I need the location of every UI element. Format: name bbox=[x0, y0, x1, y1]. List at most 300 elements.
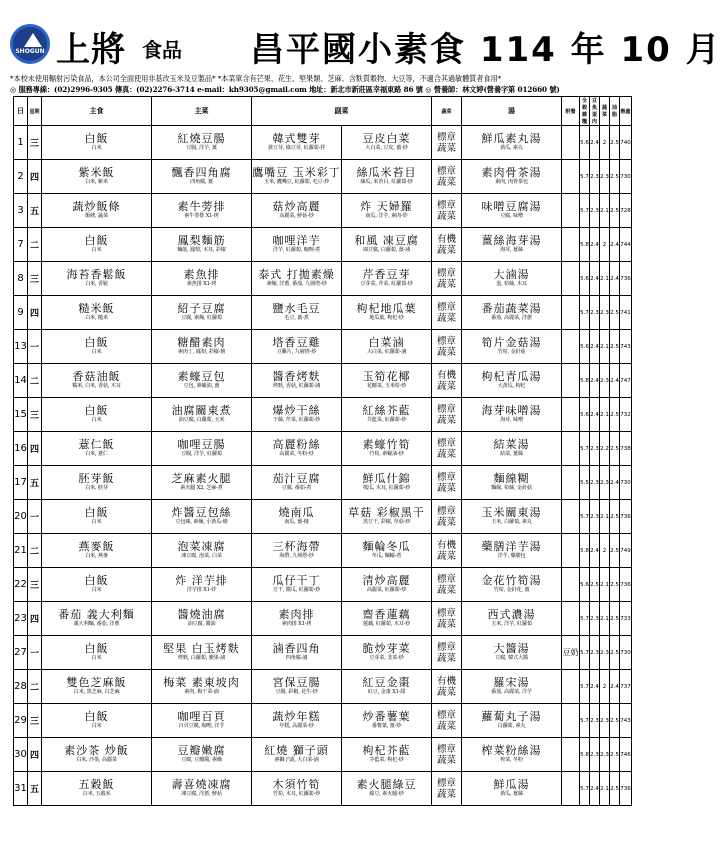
day-cell: 1 bbox=[14, 126, 28, 160]
main-dish-cell-ingredients: 豆腸, 洋芋, 紅蘿蔔 bbox=[181, 451, 222, 457]
soup-cell bbox=[462, 738, 562, 772]
side-dish-2-cell-name: 和風 凍豆腐 bbox=[354, 234, 419, 247]
main-dish-cell-name: 炸醬豆包絲 bbox=[171, 506, 232, 519]
kcal-cell: 736 bbox=[620, 500, 632, 534]
vegetable-cell: 2 bbox=[600, 534, 610, 568]
side-dish-2-cell-name: 麵輪冬瓜 bbox=[362, 540, 411, 553]
main-dish-cell-name: 鳳梨麵筋 bbox=[177, 234, 226, 247]
contact-info: ◎ 服務專線：(02)2996-9305 傳真：(02)2276-3714 e-mail：kh9305@gmail.com 地址：新北市新莊區幸福東路 86 號 ◎ 營養師：林文婷(營養字第 012660 號) bbox=[10, 85, 560, 94]
side-dish-1-cell bbox=[252, 194, 342, 228]
soup-cell-name: 玉米關東湯 bbox=[481, 506, 542, 519]
side-dish-1-cell-ingredients: 干絲, 芹菜, 紅蘿蔔-炒 bbox=[272, 417, 321, 423]
side-dish-2-cell bbox=[342, 432, 432, 466]
main-dish-cell-ingredients: 百頁豆腐, 咖哩, 洋芋 bbox=[178, 723, 225, 729]
side-dish-2-cell-ingredients: 花椰菜, 玉米筍-炒 bbox=[366, 383, 407, 389]
kcal-cell: 736 bbox=[620, 772, 632, 806]
kcal-cell: 749 bbox=[620, 534, 632, 568]
grain-cell: 5.8 bbox=[580, 738, 590, 772]
staple-cell-name: 薏仁飯 bbox=[78, 438, 115, 451]
side-dish-2-cell bbox=[342, 704, 432, 738]
staple-cell bbox=[42, 704, 152, 738]
side-dish-2-cell bbox=[342, 398, 432, 432]
vegetable-cell: 2.1 bbox=[600, 330, 610, 364]
table-row bbox=[14, 738, 632, 772]
header-day: 日 bbox=[14, 97, 28, 126]
side-dish-2-cell-ingredients: 綠豆, 素火腿-炒 bbox=[369, 791, 404, 797]
grain-cell: 5.7 bbox=[580, 500, 590, 534]
grain-cell: 5.6 bbox=[580, 262, 590, 296]
kcal-cell: 740 bbox=[620, 126, 632, 160]
soup-cell bbox=[462, 194, 562, 228]
side-dish-2-cell bbox=[342, 364, 432, 398]
main-dish-cell bbox=[152, 772, 252, 806]
soup-cell-ingredients: 洋芋, 藥膳包 bbox=[497, 553, 526, 559]
day-cell: 3 bbox=[14, 194, 28, 228]
soup-cell bbox=[462, 262, 562, 296]
staple-cell-ingredients: 飯條, 蔬菜 bbox=[85, 213, 108, 219]
main-dish-cell-name: 紅燒豆腸 bbox=[177, 132, 226, 145]
protein-cell: 2.4 bbox=[590, 772, 600, 806]
main-dish-cell-name: 素蠔豆包 bbox=[177, 370, 226, 383]
kcal-cell: 743 bbox=[620, 704, 632, 738]
soup-cell-ingredients: 番茄, 高麗菜, 洋蔥 bbox=[491, 315, 532, 321]
side-dish-1-cell-ingredients: 洋芋, 紅蘿蔔, 咖哩-煮 bbox=[272, 247, 321, 253]
staple-cell-ingredients: 白米 bbox=[91, 519, 102, 525]
side-dish-2-cell-ingredients: 大白菜, 豆皮, 薑-炒 bbox=[365, 145, 408, 151]
main-dish-cell bbox=[152, 500, 252, 534]
main-dish-cell-ingredients: 烤麩, 白蘿蔔, 腰果-滷 bbox=[177, 655, 226, 661]
day-cell: 8 bbox=[14, 262, 28, 296]
side-dish-1-cell-ingredients: 素燥, 洋蔥, 番茄, 九層塔-炒 bbox=[266, 281, 327, 287]
oil-cell: 2.5 bbox=[610, 126, 620, 160]
day-cell: 13 bbox=[14, 330, 28, 364]
vegetable-cell: 2.1 bbox=[600, 262, 610, 296]
side-dish-2-cell-name: 素火腿綠豆 bbox=[356, 778, 417, 791]
protein-cell: 2.4 bbox=[590, 262, 600, 296]
soup-cell-name: 筍片金菇湯 bbox=[481, 336, 542, 349]
protein-cell: 2.4 bbox=[590, 670, 600, 704]
side-dish-2-cell bbox=[342, 228, 432, 262]
table-row bbox=[14, 534, 632, 568]
day-cell: 16 bbox=[14, 432, 28, 466]
side-dish-2-cell-name: 紅絲芥藍 bbox=[362, 404, 411, 417]
header-kcal: 熱量 bbox=[620, 97, 632, 126]
grain-cell: 5.7 bbox=[580, 704, 590, 738]
main-dish-cell-name: 豆瓣嫩腐 bbox=[177, 744, 226, 757]
table-row bbox=[14, 160, 632, 194]
side-dish-2-cell bbox=[342, 738, 432, 772]
weekday-cell: 三 bbox=[28, 398, 42, 432]
main-dish-cell bbox=[152, 126, 252, 160]
protein-cell: 2.4 bbox=[590, 364, 600, 398]
veg-cell: 標章 蔬菜 bbox=[432, 262, 462, 296]
vegetable-cell: 2.3 bbox=[600, 636, 610, 670]
logo-icon bbox=[10, 24, 50, 64]
soup-cell bbox=[462, 602, 562, 636]
side-dish-2-cell bbox=[342, 126, 432, 160]
side-dish-1-cell-ingredients: 年糕, 高麗菜-炒 bbox=[279, 723, 314, 729]
soup-cell bbox=[462, 500, 562, 534]
header-soup: 湯 bbox=[462, 97, 562, 126]
oil-cell: 2.5 bbox=[610, 602, 620, 636]
main-dish-cell-name: 咖哩豆腸 bbox=[177, 438, 226, 451]
grain-cell: 5.7 bbox=[580, 194, 590, 228]
soup-cell-ingredients: 結菜, 薑絲 bbox=[500, 451, 523, 457]
extra-cell bbox=[562, 364, 580, 398]
vegetable-cell: 2.1 bbox=[600, 500, 610, 534]
side-dish-1-cell bbox=[252, 602, 342, 636]
vegetable-cell: 2.1 bbox=[600, 602, 610, 636]
staple-cell bbox=[42, 194, 152, 228]
staple-cell-name: 蔬炒飯條 bbox=[72, 200, 121, 213]
table-row bbox=[14, 636, 632, 670]
staple-cell-ingredients: 糯米, 白米, 香菇, 木耳 bbox=[72, 383, 121, 389]
main-dish-cell-name: 油腐關東煮 bbox=[171, 404, 232, 417]
staple-cell-name: 番茄 義大利麵 bbox=[58, 608, 135, 621]
extra-cell bbox=[562, 772, 580, 806]
side-dish-2-cell-ingredients: 芥藍菜, 紅蘿蔔-炒 bbox=[366, 417, 407, 423]
soup-cell-ingredients: 番茄, 高麗菜, 洋芋 bbox=[491, 689, 532, 695]
extra-cell bbox=[562, 160, 580, 194]
soup-cell-name: 鮮瓜湯 bbox=[493, 778, 530, 791]
side-dish-1-cell bbox=[252, 364, 342, 398]
main-dish-cell bbox=[152, 670, 252, 704]
main-dish-cell-name: 糖醋素肉 bbox=[177, 336, 226, 349]
table-row bbox=[14, 568, 632, 602]
kcal-cell: 747 bbox=[620, 364, 632, 398]
table-header-row bbox=[14, 97, 632, 126]
day-cell: 20 bbox=[14, 500, 28, 534]
soup-cell bbox=[462, 296, 562, 330]
staple-cell-ingredients: 義大利麵, 番茄, 洋蔥 bbox=[73, 621, 120, 627]
extra-cell bbox=[562, 704, 580, 738]
staple-cell bbox=[42, 126, 152, 160]
soup-cell-name: 羅宋湯 bbox=[493, 676, 530, 689]
grain-cell: 5.8 bbox=[580, 228, 590, 262]
side-dish-2-cell-name: 紅豆金棗 bbox=[362, 676, 411, 689]
side-dish-2-cell-ingredients: 紅豆, 金棗 X1-甜 bbox=[367, 689, 406, 695]
soup-cell-name: 西式濃湯 bbox=[487, 608, 536, 621]
veg-cell: 標章 蔬菜 bbox=[432, 296, 462, 330]
side-dish-1-cell bbox=[252, 738, 342, 772]
header-grain: 全榖雜糧 bbox=[580, 97, 590, 126]
side-dish-1-cell bbox=[252, 160, 342, 194]
side-dish-2-cell-ingredients: 豆芽菜, 韭菜-炒 bbox=[369, 655, 404, 661]
side-dish-1-cell bbox=[252, 670, 342, 704]
main-dish-cell-ingredients: 油豆腐, 白蘿蔔, 玉米 bbox=[178, 417, 225, 423]
main-dish-cell-ingredients: 凍豆腐, 泡菜, 白菜 bbox=[181, 553, 222, 559]
veg-cell: 有機 蔬菜 bbox=[432, 670, 462, 704]
side-dish-2-cell-name: 鮮瓜什錦 bbox=[362, 472, 411, 485]
soup-cell-name: 薑絲海芽湯 bbox=[481, 234, 542, 247]
veg-cell: 標章 蔬菜 bbox=[432, 636, 462, 670]
side-dish-2-cell-ingredients: 蓮藕, 紅蘿蔔, 木耳-炒 bbox=[362, 621, 411, 627]
side-dish-2-cell-name: 清炒高麗 bbox=[362, 574, 411, 587]
table-row bbox=[14, 602, 632, 636]
extra-cell bbox=[562, 126, 580, 160]
vegetable-cell: 2 bbox=[600, 228, 610, 262]
staple-cell-ingredients: 白米 bbox=[91, 247, 102, 253]
main-dish-cell-name: 泡菜凍腐 bbox=[177, 540, 226, 553]
oil-cell: 2.4 bbox=[610, 228, 620, 262]
day-cell: 28 bbox=[14, 670, 28, 704]
oil-cell: 2.5 bbox=[610, 160, 620, 194]
staple-cell-name: 白飯 bbox=[84, 336, 109, 349]
day-cell: 30 bbox=[14, 738, 28, 772]
main-dish-cell bbox=[152, 296, 252, 330]
soup-cell bbox=[462, 330, 562, 364]
main-dish-cell-ingredients: 豆腸, 洋芋, 薑 bbox=[186, 145, 217, 151]
oil-cell: 2.5 bbox=[610, 534, 620, 568]
header-oil: 油脂 bbox=[610, 97, 620, 126]
extra-cell bbox=[562, 534, 580, 568]
grain-cell: 5.7 bbox=[580, 432, 590, 466]
vegetable-cell: 2.2 bbox=[600, 432, 610, 466]
oil-cell: 2.5 bbox=[610, 704, 620, 738]
oil-cell: 2.4 bbox=[610, 364, 620, 398]
weekday-cell: 四 bbox=[28, 432, 42, 466]
oil-cell: 2.5 bbox=[610, 738, 620, 772]
staple-cell-ingredients: 白米 bbox=[91, 587, 102, 593]
main-dish-cell-name: 壽喜燒凍腐 bbox=[171, 778, 232, 791]
side-dish-1-cell-name: 木須竹筍 bbox=[272, 778, 321, 791]
soup-cell-ingredients: 素肉, 肉骨茶包 bbox=[495, 179, 528, 185]
side-dish-1-cell-name: 爆炒干絲 bbox=[272, 404, 321, 417]
staple-cell-name: 白飯 bbox=[84, 642, 109, 655]
brand-suffix: 食品 bbox=[142, 38, 182, 62]
side-dish-2-cell bbox=[342, 772, 432, 806]
main-dish-cell-name: 醬燒油腐 bbox=[177, 608, 226, 621]
staple-cell-name: 白飯 bbox=[84, 574, 109, 587]
main-dish-cell-ingredients: 素肉, 梅干菜-滷 bbox=[184, 689, 219, 695]
kcal-cell: 737 bbox=[620, 670, 632, 704]
vegetable-cell: 2.3 bbox=[600, 466, 610, 500]
side-dish-2-cell bbox=[342, 500, 432, 534]
weekday-cell: 四 bbox=[28, 738, 42, 772]
soup-cell-name: 海芽味噌湯 bbox=[481, 404, 542, 417]
grain-cell: 5.7 bbox=[580, 636, 590, 670]
soup-cell-ingredients: 玉米, 白蘿蔔, 素丸 bbox=[491, 519, 532, 525]
header-vegetable: 蔬菜 bbox=[600, 97, 610, 126]
weekday-cell: 二 bbox=[28, 534, 42, 568]
soup-cell-ingredients: 榨菜, 冬粉 bbox=[500, 757, 523, 763]
extra-cell bbox=[562, 296, 580, 330]
side-dish-1-cell-name: 泰式 打拋素燥 bbox=[258, 268, 335, 281]
day-cell: 14 bbox=[14, 364, 28, 398]
staple-cell-ingredients: 白米, 胚芽 bbox=[85, 485, 108, 491]
staple-cell-name: 燕麥飯 bbox=[78, 540, 115, 553]
veg-cell: 標章 蔬菜 bbox=[432, 466, 462, 500]
main-dish-cell-ingredients: 油豆腐, 醬油 bbox=[187, 621, 216, 627]
main-dish-cell bbox=[152, 738, 252, 772]
table-row bbox=[14, 704, 632, 738]
table-row bbox=[14, 398, 632, 432]
main-dish-cell-name: 咖哩百頁 bbox=[177, 710, 226, 723]
side-dish-2-cell-name: 玉筍花椰 bbox=[362, 370, 411, 383]
main-dish-cell bbox=[152, 432, 252, 466]
veg-cell: 標章 蔬菜 bbox=[432, 432, 462, 466]
side-dish-1-cell-name: 素肉排 bbox=[278, 608, 315, 621]
grain-cell: 5.7 bbox=[580, 602, 590, 636]
kcal-cell: 730 bbox=[620, 466, 632, 500]
side-dish-1-cell-ingredients: 海帶, 九層塔-炒 bbox=[279, 553, 314, 559]
grain-cell: 5.6 bbox=[580, 126, 590, 160]
staple-cell-name: 香菇油飯 bbox=[72, 370, 121, 383]
veg-cell: 標章 蔬菜 bbox=[432, 738, 462, 772]
staple-cell-name: 白飯 bbox=[84, 404, 109, 417]
kcal-cell: 741 bbox=[620, 296, 632, 330]
grain-cell: 5.8 bbox=[580, 534, 590, 568]
main-dish-cell bbox=[152, 194, 252, 228]
side-dish-2-cell-name: 炒番薯葉 bbox=[362, 710, 411, 723]
side-dish-1-cell bbox=[252, 126, 342, 160]
side-dish-1-cell-ingredients: 豆腸, 彩椒, 花生-炒 bbox=[275, 689, 318, 695]
kcal-cell: 743 bbox=[620, 330, 632, 364]
staple-cell bbox=[42, 670, 152, 704]
soup-cell-name: 素肉骨茶湯 bbox=[481, 166, 542, 179]
oil-cell: 2.5 bbox=[610, 636, 620, 670]
side-dish-2-cell-ingredients: 芥藍菜, 枸杞-炒 bbox=[369, 757, 404, 763]
vegetable-cell: 2.3 bbox=[600, 704, 610, 738]
side-dish-2-cell-name: 芹香豆芽 bbox=[362, 268, 411, 281]
weekday-cell: 四 bbox=[28, 296, 42, 330]
weekday-cell: 五 bbox=[28, 466, 42, 500]
main-dish-cell-ingredients: 素牛蒡排 X1-烤 bbox=[184, 213, 219, 219]
soup-cell-name: 味噌豆腐湯 bbox=[481, 200, 542, 213]
staple-cell bbox=[42, 228, 152, 262]
day-cell: 31 bbox=[14, 772, 28, 806]
veg-cell: 標章 蔬菜 bbox=[432, 160, 462, 194]
side-dish-2-cell-ingredients: 豆芽菜, 芹菜, 紅蘿蔔-炒 bbox=[360, 281, 413, 287]
side-dish-1-cell-ingredients: 竹筍, 木耳, 紅蘿蔔-炒 bbox=[272, 791, 321, 797]
oil-cell: 2.4 bbox=[610, 466, 620, 500]
table-row bbox=[14, 262, 632, 296]
side-dish-1-cell-name: 醬香烤麩 bbox=[272, 370, 321, 383]
side-dish-2-cell bbox=[342, 330, 432, 364]
kcal-cell: 738 bbox=[620, 432, 632, 466]
side-dish-2-cell bbox=[342, 160, 432, 194]
weekday-cell: 四 bbox=[28, 602, 42, 636]
grain-cell: 5.6 bbox=[580, 398, 590, 432]
day-cell: 22 bbox=[14, 568, 28, 602]
side-dish-2-cell-name: 脆炒芽菜 bbox=[362, 642, 411, 655]
soup-cell bbox=[462, 704, 562, 738]
staple-cell-name: 海苔香鬆飯 bbox=[66, 268, 127, 281]
oil-cell: 2.5 bbox=[610, 772, 620, 806]
side-dish-1-cell-ingredients: 豆干, 醬瓜, 紅蘿蔔-炒 bbox=[272, 587, 321, 593]
side-dish-2-cell-name: 枸杞地瓜葉 bbox=[356, 302, 417, 315]
protein-cell: 2.3 bbox=[590, 500, 600, 534]
staple-cell bbox=[42, 636, 152, 670]
oil-cell: 2.5 bbox=[610, 296, 620, 330]
weekday-cell: 二 bbox=[28, 670, 42, 704]
kcal-cell: 736 bbox=[620, 262, 632, 296]
day-cell: 23 bbox=[14, 602, 28, 636]
soup-cell-ingredients: 白蘿蔔, 素丸 bbox=[497, 723, 526, 729]
staple-cell bbox=[42, 466, 152, 500]
side-dish-1-cell-name: 滷香四角 bbox=[272, 642, 321, 655]
weekday-cell: 五 bbox=[28, 194, 42, 228]
soup-cell-name: 榨菜粉絲湯 bbox=[481, 744, 542, 757]
side-dish-1-cell-name: 鷹嘴豆 玉米彩丁 bbox=[252, 166, 341, 179]
main-dish-cell bbox=[152, 466, 252, 500]
table-row bbox=[14, 670, 632, 704]
table-row bbox=[14, 126, 632, 160]
kcal-cell: 732 bbox=[620, 398, 632, 432]
side-dish-1-cell-name: 菇炒高麗 bbox=[272, 200, 321, 213]
page-header bbox=[10, 22, 722, 70]
side-dish-1-cell bbox=[252, 500, 342, 534]
protein-cell: 2.4 bbox=[590, 228, 600, 262]
side-dish-2-cell-name: 豆皮白菜 bbox=[362, 132, 411, 145]
kcal-cell: 730 bbox=[620, 160, 632, 194]
staple-cell-name: 紫米飯 bbox=[78, 166, 115, 179]
grain-cell: 5.5 bbox=[580, 466, 590, 500]
staple-cell bbox=[42, 398, 152, 432]
day-cell: 27 bbox=[14, 636, 28, 670]
protein-cell: 2.3 bbox=[590, 602, 600, 636]
oil-cell: 2.5 bbox=[610, 330, 620, 364]
weekday-cell: 三 bbox=[28, 126, 42, 160]
side-dish-2-cell-ingredients: 竹筍, 素蠔油-炒 bbox=[369, 451, 404, 457]
soup-cell-name: 番茄蔬菜湯 bbox=[481, 302, 542, 315]
table-row bbox=[14, 296, 632, 330]
side-dish-2-cell-ingredients: 瓠瓜, 木耳, 紅蘿蔔-炒 bbox=[362, 485, 411, 491]
side-dish-1-cell bbox=[252, 636, 342, 670]
oil-cell: 2.5 bbox=[610, 432, 620, 466]
main-dish-cell-ingredients: 麵筋, 鳳梨, 木耳, 彩椒 bbox=[177, 247, 226, 253]
side-dish-2-cell-ingredients: 絲瓜, 米苔目, 紅蘿蔔-炒 bbox=[360, 179, 413, 185]
oil-cell: 2.5 bbox=[610, 568, 620, 602]
header-veg: 蔬菜 bbox=[432, 97, 462, 126]
vegetable-cell: 2.1 bbox=[600, 772, 610, 806]
staple-cell-ingredients: 白米 bbox=[91, 417, 102, 423]
main-dish-cell bbox=[152, 636, 252, 670]
table-row bbox=[14, 330, 632, 364]
grain-cell: 5.6 bbox=[580, 568, 590, 602]
main-dish-cell-ingredients: 豆包, 素蠔油, 薑 bbox=[183, 383, 220, 389]
side-dish-2-cell-name: 絲瓜米苔目 bbox=[356, 166, 417, 179]
main-dish-cell-name: 素牛蒡排 bbox=[177, 200, 226, 213]
kcal-cell: 733 bbox=[620, 602, 632, 636]
header-staple: 主食 bbox=[42, 97, 152, 126]
veg-cell: 標章 蔬菜 bbox=[432, 398, 462, 432]
soup-cell-name: 金花竹筍湯 bbox=[481, 574, 542, 587]
soup-cell bbox=[462, 160, 562, 194]
weekday-cell: 一 bbox=[28, 636, 42, 670]
side-dish-1-cell-name: 蔬炒年糕 bbox=[272, 710, 321, 723]
soup-cell-ingredients: 黃瓜, 素丸 bbox=[500, 145, 523, 151]
extra-cell bbox=[562, 330, 580, 364]
soup-cell bbox=[462, 772, 562, 806]
extra-cell bbox=[562, 432, 580, 466]
weekday-cell: 二 bbox=[28, 228, 42, 262]
protein-cell: 2.4 bbox=[590, 126, 600, 160]
staple-cell bbox=[42, 738, 152, 772]
main-dish-cell bbox=[152, 602, 252, 636]
main-dish-cell-ingredients: 四角腐, 薑 bbox=[190, 179, 213, 185]
protein-cell: 2.3 bbox=[590, 466, 600, 500]
main-dish-cell bbox=[152, 534, 252, 568]
soup-cell bbox=[462, 466, 562, 500]
day-cell: 29 bbox=[14, 704, 28, 738]
side-dish-2-cell bbox=[342, 636, 432, 670]
main-dish-cell-ingredients: 豆腐, 素燥, 紅蘿蔔 bbox=[181, 315, 222, 321]
soup-cell-ingredients: 黃瓜, 薑絲 bbox=[500, 791, 523, 797]
extra-cell bbox=[562, 194, 580, 228]
side-dish-1-cell bbox=[252, 432, 342, 466]
main-dish-cell bbox=[152, 228, 252, 262]
